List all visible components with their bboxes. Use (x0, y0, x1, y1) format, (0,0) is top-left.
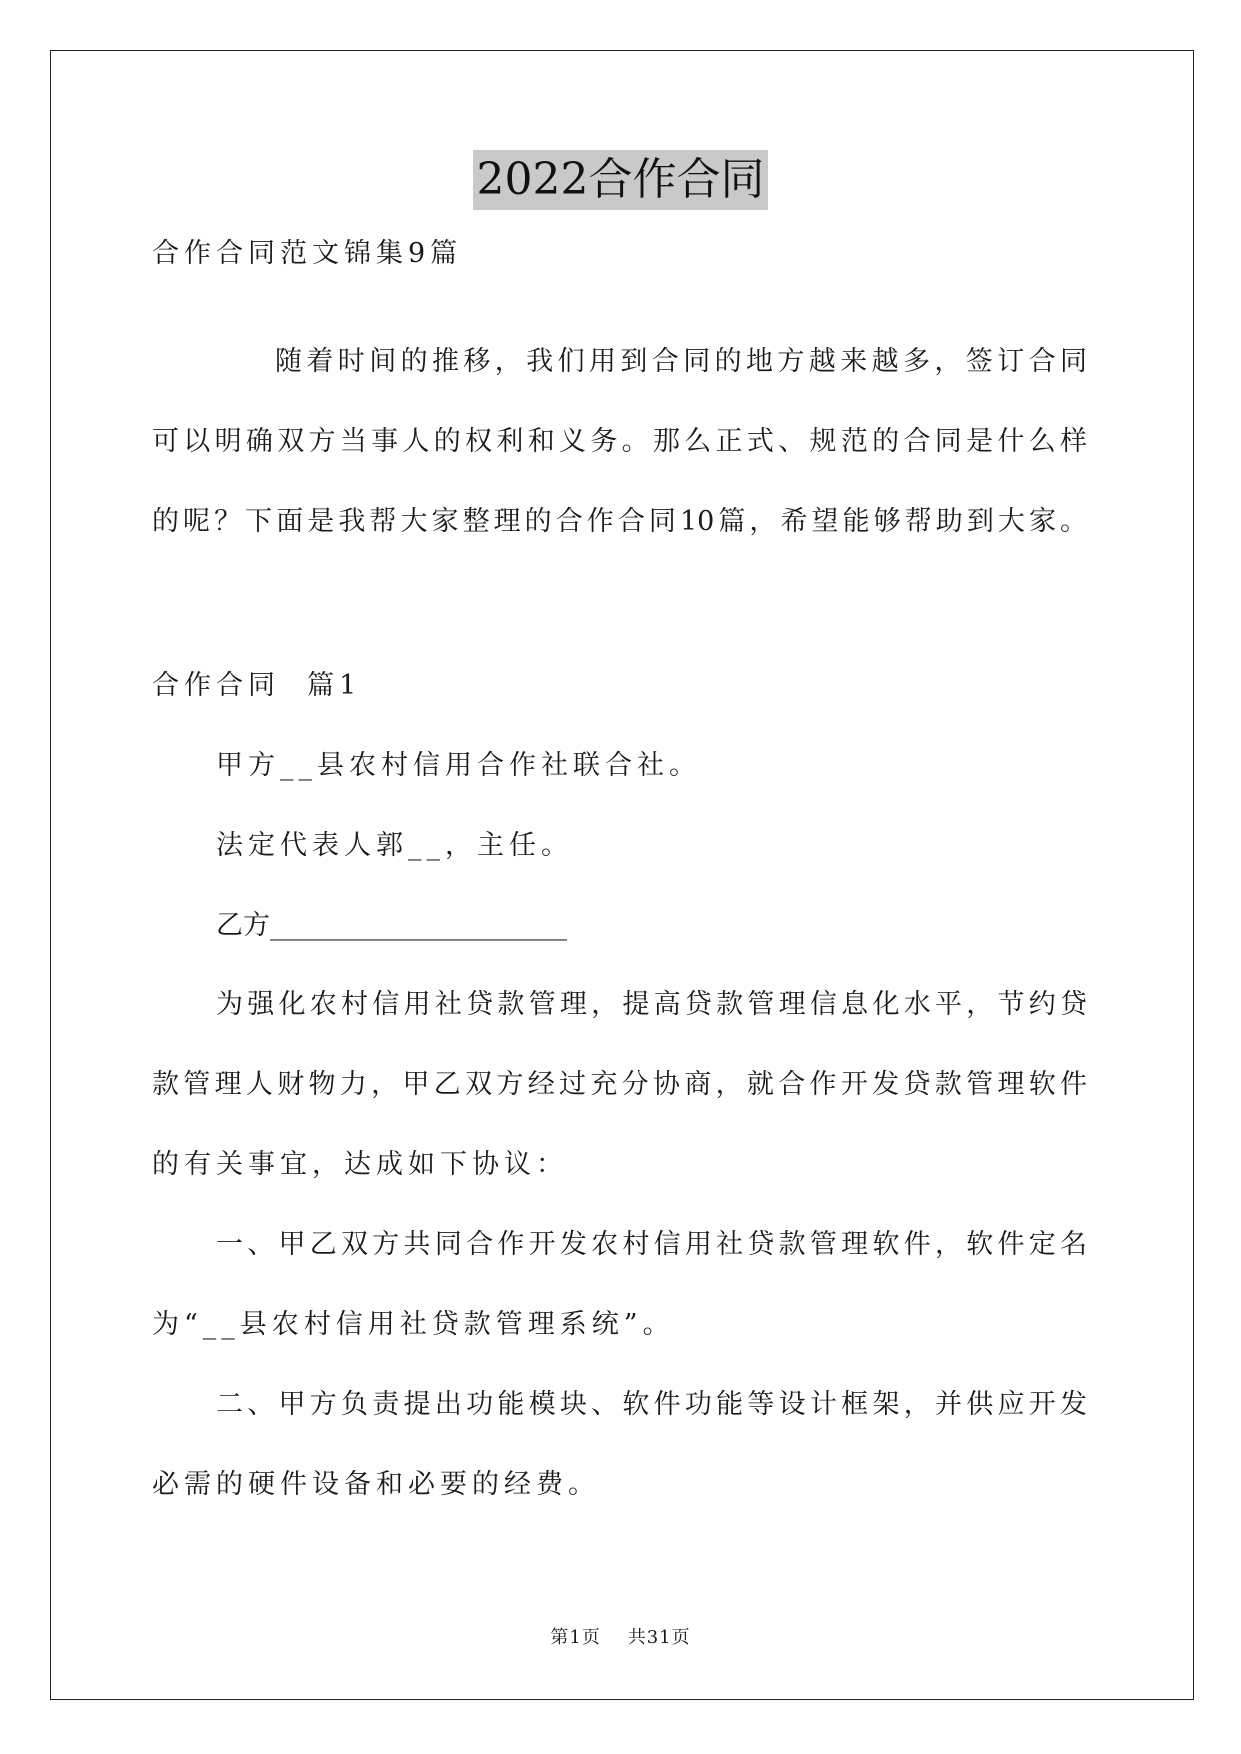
document-title: 2022合作合同 (473, 150, 769, 210)
party-a-line: 甲方__县农村信用合作社联合社。 (216, 750, 701, 781)
page-border (50, 50, 1194, 1700)
para1-line-3: 的有关事宜，达成如下协议： (152, 1149, 568, 1180)
party-b-line: 乙方______________________ (216, 910, 567, 941)
section-heading: 合作合同 篇1 (152, 670, 362, 701)
para1-line-2: 款管理人财物力，甲乙双方经过充分协商，就合作开发贷款管理软件 (152, 1069, 1087, 1100)
document-subtitle: 合作合同范文锦集9篇 (152, 238, 463, 269)
clause1-line-1: 一、甲乙双方共同合作开发农村信用社贷款管理软件，软件定名 (216, 1229, 1087, 1260)
page-number-footer: 第1页 共31页 (550, 1627, 691, 1648)
legal-rep-line: 法定代表人郭__，主任。 (216, 830, 573, 861)
para1-line-1: 为强化农村信用社贷款管理，提高贷款管理信息化水平，节约贷 (216, 989, 1087, 1020)
intro-line-2: 可以明确双方当事人的权利和义务。那么正式、规范的合同是什么样 (152, 426, 1087, 457)
intro-line-3: 的呢？下面是我帮大家整理的合作合同10篇，希望能够帮助到大家。 (152, 506, 1087, 537)
clause2-line-2: 必需的硬件设备和必要的经费。 (152, 1469, 600, 1500)
title-container (0, 150, 1241, 210)
clause2-line-1: 二、甲方负责提出功能模块、软件功能等设计框架，并供应开发 (216, 1389, 1087, 1420)
clause1-line-2: 为“__县农村信用社贷款管理系统”。 (152, 1309, 675, 1340)
intro-line-1: 随着时间的推移，我们用到合同的地方越来越多，签订合同 (275, 346, 1087, 377)
